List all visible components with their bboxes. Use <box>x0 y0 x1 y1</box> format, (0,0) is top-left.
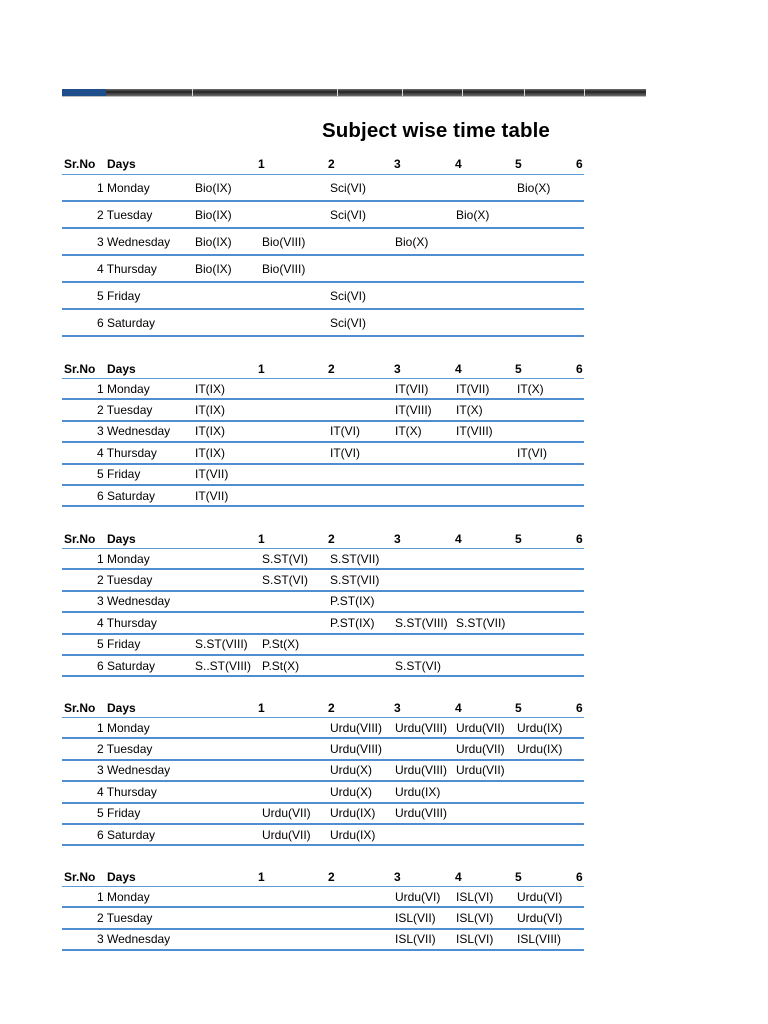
table-cell: IT(VII) <box>195 488 229 503</box>
row-day-label: 6 Saturday <box>97 658 156 673</box>
table-cell: ISL(VII) <box>395 932 436 947</box>
row-day-label: 1 Monday <box>97 180 150 195</box>
table-cell: Urdu(VIII) <box>395 720 448 735</box>
col-header-period: 6 <box>576 361 583 376</box>
top-rule-separator <box>402 89 403 96</box>
col-header-srno: Sr.No <box>64 157 96 171</box>
col-header-period: 3 <box>394 869 401 884</box>
row-day-label: 6 Saturday <box>97 315 156 330</box>
table-cell: ISL(VI) <box>456 889 494 904</box>
col-header-period: 2 <box>328 869 335 884</box>
col-header-period: 6 <box>576 700 583 715</box>
col-header-period: 6 <box>576 531 583 546</box>
col-header-period: 6 <box>576 157 583 171</box>
col-header-period: 4 <box>455 700 462 715</box>
table-header-row <box>62 867 584 887</box>
row-day-label: 1 Monday <box>97 551 150 566</box>
table-cell: Urdu(VIII) <box>395 763 448 778</box>
col-header-days: Days <box>107 157 136 171</box>
table-cell: Bio(IX) <box>195 261 232 276</box>
table-cell: S..ST(VIII) <box>195 658 252 673</box>
col-header-srno: Sr.No <box>64 361 96 376</box>
row-day-label: 3 Wednesday <box>97 594 171 609</box>
table-cell: Bio(X) <box>456 207 490 222</box>
table-cell: Urdu(VI) <box>517 889 563 904</box>
col-header-srno: Sr.No <box>64 531 96 546</box>
col-header-period: 6 <box>576 869 583 884</box>
table-cell: Urdu(IX) <box>517 742 563 757</box>
table-cell: S.ST(VIII) <box>395 615 448 630</box>
table-cell: Urdu(VIII) <box>330 720 383 735</box>
col-header-period: 3 <box>394 700 401 715</box>
row-day-label: 1 Monday <box>97 889 150 904</box>
table-cell: IT(VII) <box>195 467 229 482</box>
table-header-row <box>62 698 584 718</box>
table-row <box>62 465 584 486</box>
table-header-row <box>62 154 584 175</box>
row-day-label: 4 Thursday <box>97 784 157 799</box>
table-cell: IT(VI) <box>330 424 360 439</box>
table-cell: ISL(VI) <box>456 911 494 926</box>
col-header-period: 5 <box>515 157 522 171</box>
table-row <box>62 256 584 283</box>
table-cell: Urdu(VII) <box>262 806 311 821</box>
table-cell: Urdu(VIII) <box>395 806 448 821</box>
table-row <box>62 549 584 570</box>
table-row <box>62 229 584 256</box>
table-cell: IT(X) <box>395 424 422 439</box>
col-header-period: 2 <box>328 361 335 376</box>
table-cell: IT(IX) <box>195 445 225 460</box>
table-cell: IT(VII) <box>456 381 490 396</box>
table-cell: ISL(VII) <box>395 911 436 926</box>
table-row <box>62 486 584 507</box>
col-header-days: Days <box>107 700 136 715</box>
row-day-label: 4 Thursday <box>97 445 157 460</box>
col-header-period: 5 <box>515 531 522 546</box>
top-rule <box>62 89 646 97</box>
row-day-label: 1 Monday <box>97 720 150 735</box>
table-cell: P.St(X) <box>262 637 300 652</box>
top-rule-separator <box>462 89 463 96</box>
table-row <box>62 400 584 421</box>
table-row <box>62 422 584 443</box>
timetable-block <box>62 154 584 337</box>
col-header-period: 5 <box>515 869 522 884</box>
table-row <box>62 887 584 908</box>
row-day-label: 6 Saturday <box>97 488 156 503</box>
row-day-label: 4 Thursday <box>97 615 157 630</box>
row-day-label: 3 Wednesday <box>97 932 171 947</box>
table-cell: IT(VII) <box>395 381 429 396</box>
table-cell: IT(X) <box>456 403 483 418</box>
table-row <box>62 804 584 825</box>
table-row <box>62 825 584 846</box>
timetable-block <box>62 359 584 507</box>
table-cell: IT(IX) <box>195 424 225 439</box>
table-row <box>62 635 584 656</box>
row-day-label: 2 Tuesday <box>97 911 153 926</box>
top-rule-separator <box>337 89 338 96</box>
table-cell: S.ST(VI) <box>395 658 442 673</box>
col-header-period: 4 <box>455 361 462 376</box>
col-header-period: 4 <box>455 531 462 546</box>
table-cell: Bio(IX) <box>195 234 232 249</box>
col-header-period: 1 <box>258 157 265 171</box>
col-header-period: 5 <box>515 361 522 376</box>
table-cell: IT(X) <box>517 381 544 396</box>
row-day-label: 2 Tuesday <box>97 742 153 757</box>
col-header-period: 4 <box>455 157 462 171</box>
timetable-block <box>62 698 584 846</box>
table-cell: Urdu(VI) <box>395 889 441 904</box>
table-cell: Urdu(VII) <box>262 827 311 842</box>
row-day-label: 5 Friday <box>97 637 141 652</box>
col-header-period: 2 <box>328 531 335 546</box>
col-header-period: 3 <box>394 157 401 171</box>
table-row <box>62 739 584 760</box>
row-day-label: 1 Monday <box>97 381 150 396</box>
table-cell: Sci(VI) <box>330 315 366 330</box>
table-cell: ISL(VIII) <box>517 932 562 947</box>
table-row <box>62 379 584 400</box>
top-rule-separator <box>584 89 585 96</box>
table-row <box>62 283 584 310</box>
table-header-row <box>62 529 584 549</box>
col-header-period: 4 <box>455 869 462 884</box>
timetable-block <box>62 867 584 951</box>
timetable-block <box>62 529 584 677</box>
top-rule-accent <box>62 89 106 96</box>
row-day-label: 2 Tuesday <box>97 207 153 222</box>
table-cell: Sci(VI) <box>330 207 366 222</box>
table-cell: IT(IX) <box>195 403 225 418</box>
table-cell: Urdu(VII) <box>456 720 505 735</box>
top-rule-separator <box>192 89 193 96</box>
table-cell: P.ST(IX) <box>330 594 375 609</box>
table-cell: IT(IX) <box>195 381 225 396</box>
table-cell: Bio(X) <box>517 180 551 195</box>
col-header-period: 3 <box>394 531 401 546</box>
table-cell: Urdu(IX) <box>330 827 376 842</box>
table-cell: IT(VI) <box>330 445 360 460</box>
row-day-label: 3 Wednesday <box>97 424 171 439</box>
table-cell: Urdu(IX) <box>330 806 376 821</box>
table-cell: Urdu(VI) <box>517 911 563 926</box>
table-row <box>62 613 584 634</box>
table-cell: Bio(VIII) <box>262 261 306 276</box>
table-cell: Urdu(X) <box>330 784 373 799</box>
table-cell: Sci(VI) <box>330 180 366 195</box>
row-day-label: 3 Wednesday <box>97 763 171 778</box>
table-cell: Bio(X) <box>395 234 429 249</box>
table-cell: Urdu(VII) <box>456 742 505 757</box>
page-title: Subject wise time table <box>322 119 550 142</box>
table-row <box>62 782 584 803</box>
table-cell: S.ST(VII) <box>330 551 380 566</box>
col-header-days: Days <box>107 869 136 884</box>
row-day-label: 5 Friday <box>97 467 141 482</box>
row-day-label: 3 Wednesday <box>97 234 171 249</box>
table-cell: S.ST(VII) <box>330 573 380 588</box>
table-cell: S.ST(VI) <box>262 573 309 588</box>
table-cell: IT(VIII) <box>395 403 432 418</box>
table-row <box>62 202 584 229</box>
table-cell: ISL(VI) <box>456 932 494 947</box>
table-cell: IT(VIII) <box>456 424 493 439</box>
table-row <box>62 761 584 782</box>
row-day-label: 2 Tuesday <box>97 403 153 418</box>
top-rule-separator <box>524 89 525 96</box>
table-row <box>62 310 584 337</box>
table-row <box>62 592 584 613</box>
row-day-label: 6 Saturday <box>97 827 156 842</box>
col-header-period: 2 <box>328 700 335 715</box>
table-cell: Bio(IX) <box>195 180 232 195</box>
table-header-row <box>62 359 584 379</box>
row-day-label: 5 Friday <box>97 288 141 303</box>
table-row <box>62 908 584 929</box>
col-header-days: Days <box>107 361 136 376</box>
col-header-period: 3 <box>394 361 401 376</box>
table-cell: S.ST(VIII) <box>195 637 248 652</box>
table-cell: Urdu(IX) <box>395 784 441 799</box>
table-cell: IT(VI) <box>517 445 547 460</box>
row-day-label: 4 Thursday <box>97 261 157 276</box>
table-row <box>62 930 584 951</box>
table-cell: Urdu(X) <box>330 763 373 778</box>
table-cell: P.St(X) <box>262 658 300 673</box>
col-header-days: Days <box>107 531 136 546</box>
table-row <box>62 718 584 739</box>
row-day-label: 5 Friday <box>97 806 141 821</box>
col-header-period: 1 <box>258 361 265 376</box>
table-cell: Urdu(VII) <box>456 763 505 778</box>
table-row <box>62 656 584 677</box>
table-row <box>62 175 584 202</box>
table-cell: Sci(VI) <box>330 288 366 303</box>
table-cell: P.ST(IX) <box>330 615 375 630</box>
table-row <box>62 570 584 591</box>
table-cell: Bio(VIII) <box>262 234 306 249</box>
col-header-period: 2 <box>328 157 335 171</box>
table-row <box>62 443 584 464</box>
col-header-period: 1 <box>258 700 265 715</box>
table-cell: Urdu(IX) <box>517 720 563 735</box>
table-cell: Bio(IX) <box>195 207 232 222</box>
table-cell: S.ST(VII) <box>456 615 506 630</box>
col-header-srno: Sr.No <box>64 700 96 715</box>
col-header-period: 1 <box>258 869 265 884</box>
col-header-period: 5 <box>515 700 522 715</box>
table-cell: S.ST(VI) <box>262 551 309 566</box>
table-cell: Urdu(VIII) <box>330 742 383 757</box>
col-header-period: 1 <box>258 531 265 546</box>
row-day-label: 2 Tuesday <box>97 573 153 588</box>
col-header-srno: Sr.No <box>64 869 96 884</box>
